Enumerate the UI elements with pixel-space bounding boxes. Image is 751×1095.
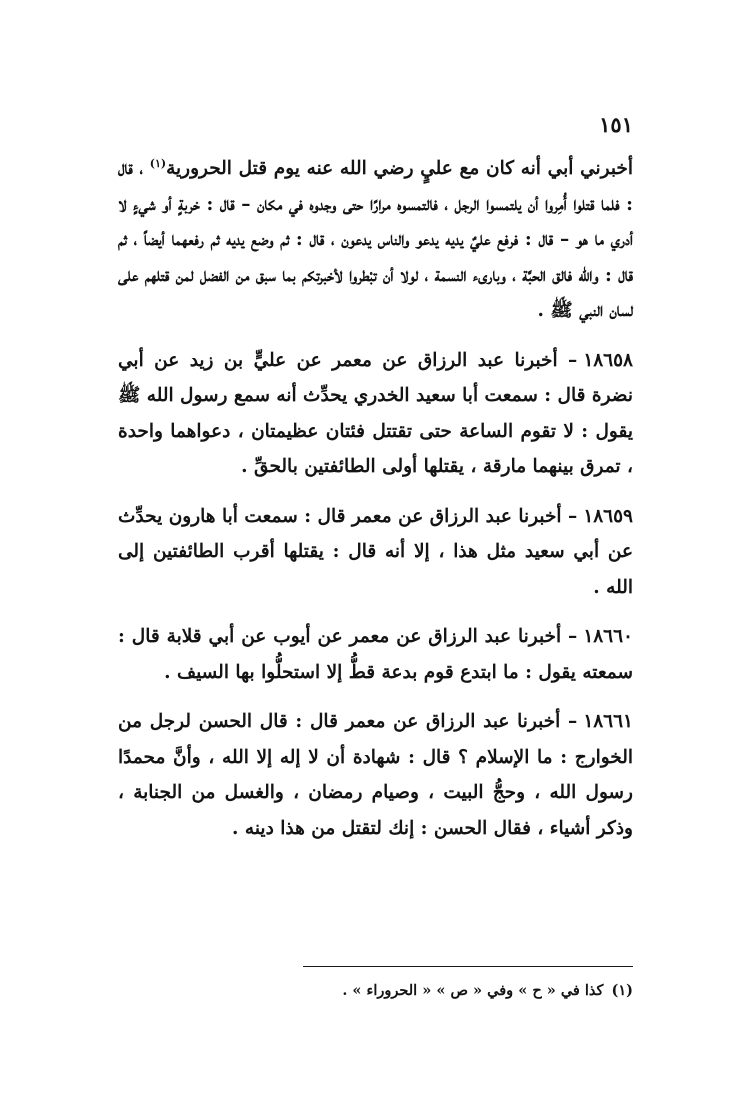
footnote-marker: (١) (611, 982, 633, 999)
hadith-text: – أخبرنا عبد الرزاق عن معمر عن أيوب عن أبي قلابة قال : سمعته يقول : ما ابتدع قوم بدعة قطُّ إلا استحلُّوا بها السيف . (118, 626, 633, 683)
page-number: ١٥١ (599, 112, 633, 137)
footnote (118, 978, 633, 1004)
hadith-18658 (118, 343, 633, 485)
hadith-text: – أخبرنا عبد الرزاق عن معمر قال : قال الحسن لرجل من الخوارج : ما الإسلام ؟ قال : شهادة أن لا إله إلا الله ، وأنَّ محمدًا رسول الله ، وحجُّ البيت ، وصيام رمضان ، والغسل من الجنابة ، وذكر أشياء ، فقال الحسن : إنك لتقتل من هذا دينه . (118, 711, 633, 839)
book-page (118, 0, 633, 1095)
hadith-number: ١٨٦٦١ (583, 711, 633, 732)
hadith-text: – أخبرنا عبد الرزاق عن معمر قال : سمعت أبا هارون يحدِّث عن أبي سعيد مثل هذا ، إلا أنه قال : يقتلها أقرب الطائفتين إلى الله . (118, 505, 633, 598)
paragraph-1 (118, 151, 633, 329)
paragraph-1-text: أخبرني أبي أنه كان مع عليٍ رضي الله عنه يوم قتل الحرورية (166, 158, 633, 179)
hadith-18659 (118, 499, 633, 606)
hadith-text: – أخبرنا عبد الرزاق عن معمر عن عليٍّ بن زيد عن أبي نضرة قال : سمعت أبا سعيد الخدري يحدِّث أنه سمع رسول الله ﷺ يقول : لا تقوم الساعة حتى تقتتل فئتان عظيمتان ، دعواهما واحدة ، تمرق بينهما مارقة ، يقتلها أولى الطائفتين بالحقِّ . (118, 349, 633, 477)
footnote-reference: (١) (149, 156, 167, 170)
hadith-18661 (118, 704, 633, 846)
footnote-divider (303, 966, 633, 967)
paragraph-1-text-continued: ، قال : فلما قتلوا أُمِروا أن يلتمسوا الرجل ، فالتمسوه مرارًا حتى وجدوه في مكان – قال : خربةٍ أو شيءٍ لا أدري ما هو – قال : فرفع عليٌ يديه يدعو والناس يدعون ، قال : ثم وضع يديه ثم رفعهما أيضاً ، ثم قال : والله فالق الحبَّة ، وبارىء النسمة ، لولا أن تبْطروا لأخبرتكم بما سبق من الفضل لمن قتلهم على لسان النبي ﷺ . (118, 158, 633, 321)
hadith-number: ١٨٦٦٠ (583, 626, 633, 647)
hadith-18660 (118, 619, 633, 690)
footnote-text: كذا في « ح » وفي « ص » « الحروراء » . (342, 982, 604, 999)
hadith-number: ١٨٦٥٨ (583, 349, 633, 371)
hadith-number: ١٨٦٥٩ (583, 505, 633, 527)
main-text (118, 151, 633, 846)
